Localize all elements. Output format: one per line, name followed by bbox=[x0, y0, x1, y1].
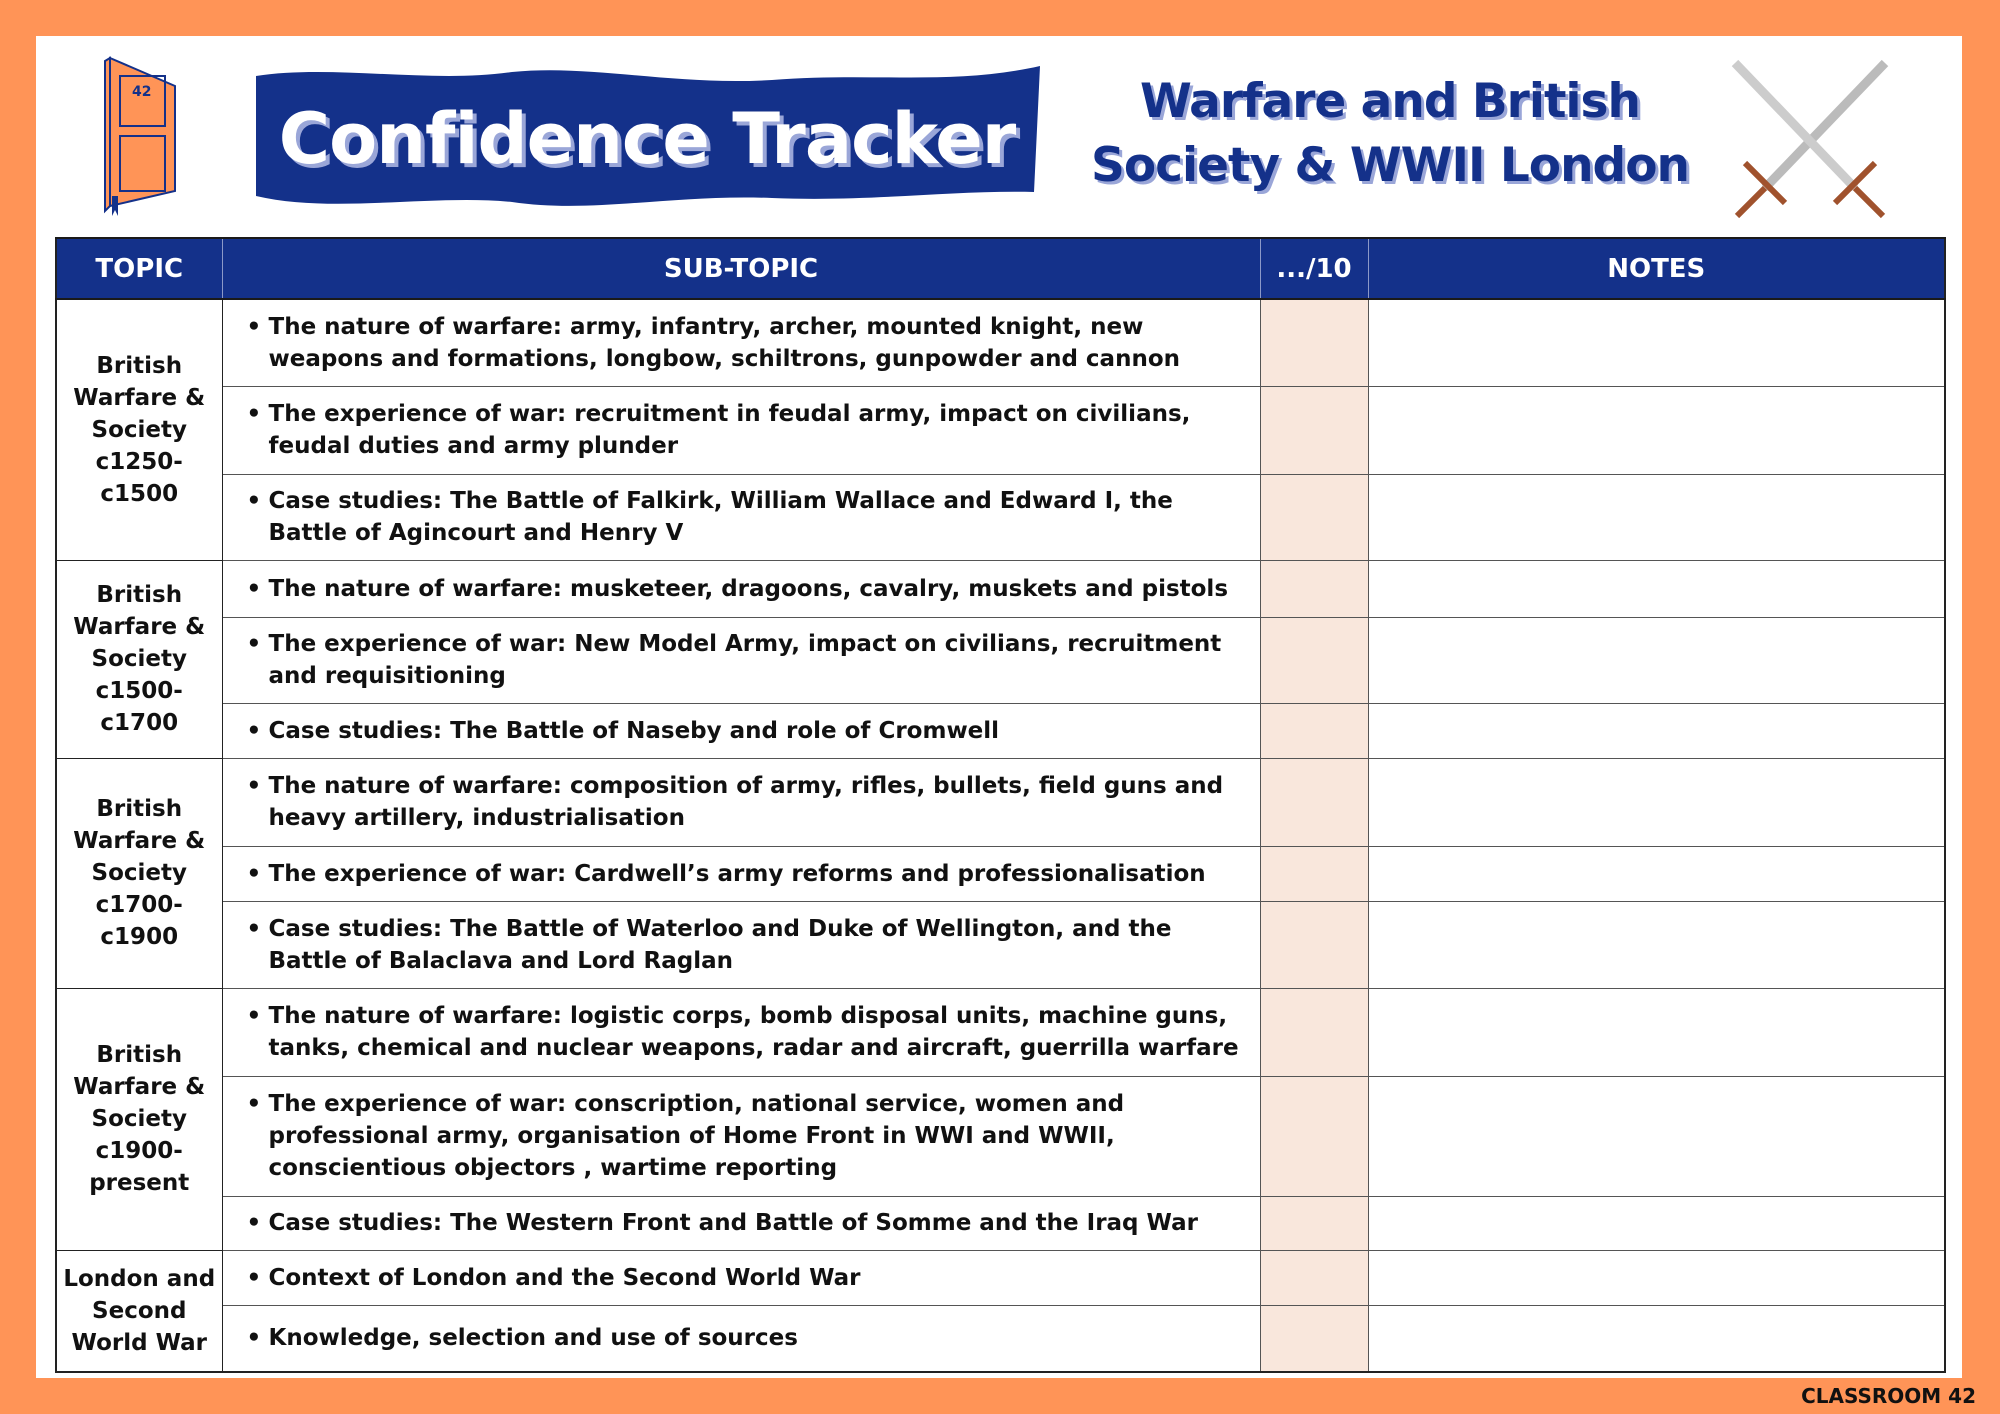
bullet-icon: • bbox=[246, 488, 262, 514]
notes-input-cell[interactable] bbox=[1368, 758, 1945, 846]
subtopic-text: The experience of war: Cardwell’s army reforms and professionalisation bbox=[268, 860, 1206, 887]
score-input-cell[interactable] bbox=[1260, 988, 1368, 1076]
page-subtitle bbox=[1080, 70, 1700, 198]
notes-input-cell[interactable] bbox=[1368, 846, 1945, 901]
table-row bbox=[56, 1305, 1945, 1372]
subtopic-cell bbox=[222, 1250, 1260, 1305]
bullet-icon: • bbox=[246, 313, 262, 340]
notes-input-cell[interactable] bbox=[1368, 988, 1945, 1076]
page-title: Confidence Tracker bbox=[278, 98, 1016, 180]
subtopic-cell bbox=[222, 1196, 1260, 1250]
score-input-cell[interactable] bbox=[1260, 758, 1368, 846]
topic-cell: British Warfare & Society c1250-c1500 bbox=[56, 299, 222, 560]
table-row bbox=[56, 386, 1945, 474]
subtitle-line-2: Society & WWII London bbox=[1091, 138, 1689, 193]
score-input-cell[interactable] bbox=[1260, 1250, 1368, 1305]
table-row bbox=[56, 901, 1945, 988]
bullet-icon: • bbox=[246, 631, 262, 657]
score-input-cell[interactable] bbox=[1260, 901, 1368, 988]
subtopic-text: Case studies: The Battle of Falkirk, William Wallace and Edward I, the Battle of Agincourt and Henry V bbox=[268, 488, 1173, 546]
subtopic-cell bbox=[222, 386, 1260, 474]
bullet-icon: • bbox=[246, 401, 262, 427]
subtopic-cell bbox=[222, 758, 1260, 846]
notes-input-cell[interactable] bbox=[1368, 703, 1945, 758]
subtopic-cell bbox=[222, 474, 1260, 560]
score-input-cell[interactable] bbox=[1260, 1305, 1368, 1372]
score-input-cell[interactable] bbox=[1260, 560, 1368, 617]
subtopic-cell bbox=[222, 901, 1260, 988]
svg-text:42: 42 bbox=[132, 84, 152, 100]
subtopic-text: The nature of warfare: army, infantry, archer, mounted knight, new weapons and formations, longbow, schiltrons, gunpowder and cannon bbox=[268, 313, 1180, 372]
table-row bbox=[56, 1196, 1945, 1250]
subtopic-text: Context of London and the Second World War bbox=[268, 1264, 861, 1291]
column-header-score: .../10 bbox=[1260, 238, 1368, 299]
score-input-cell[interactable] bbox=[1260, 846, 1368, 901]
topic-cell: British Warfare & Society c1900- present bbox=[56, 988, 222, 1250]
subtopic-text: The nature of warfare: composition of army, rifles, bullets, field guns and heavy artillery, industrialisation bbox=[268, 773, 1224, 831]
subtitle-line-1: Warfare and British bbox=[1140, 74, 1640, 129]
bullet-icon: • bbox=[246, 773, 262, 799]
score-input-cell[interactable] bbox=[1260, 474, 1368, 560]
subtopic-text: Case studies: The Battle of Naseby and role of Cromwell bbox=[268, 717, 1000, 744]
subtopic-cell bbox=[222, 1076, 1260, 1196]
subtopic-text: The experience of war: recruitment in feudal army, impact on civilians, feudal duties and army plunder bbox=[268, 401, 1191, 459]
subtopic-cell bbox=[222, 988, 1260, 1076]
score-input-cell[interactable] bbox=[1260, 1196, 1368, 1250]
bullet-icon: • bbox=[246, 915, 262, 942]
notes-input-cell[interactable] bbox=[1368, 1305, 1945, 1372]
subtopic-text: The nature of warfare: logistic corps, bomb disposal units, machine guns, tanks, chemical and nuclear weapons, radar and aircraft, guerrilla warfare bbox=[268, 1003, 1239, 1061]
footer-brand: CLASSROOM 42 bbox=[1801, 1384, 1976, 1408]
subtopic-text: The experience of war: New Model Army, impact on civilians, recruitment and requisitioning bbox=[268, 631, 1222, 689]
subtopic-cell bbox=[222, 846, 1260, 901]
notes-input-cell[interactable] bbox=[1368, 386, 1945, 474]
notes-input-cell[interactable] bbox=[1368, 474, 1945, 560]
bullet-icon: • bbox=[246, 1091, 262, 1117]
subtopic-text: The nature of warfare: musketeer, dragoons, cavalry, muskets and pistols bbox=[268, 575, 1229, 602]
score-input-cell[interactable] bbox=[1260, 703, 1368, 758]
subtopic-text: Case studies: The Battle of Waterloo and Duke of Wellington, and the Battle of Balaclava and Lord Raglan bbox=[268, 915, 1172, 974]
topic-cell: British Warfare & Society c1500-c1700 bbox=[56, 560, 222, 758]
bullet-icon: • bbox=[246, 860, 262, 887]
subtopic-text: Knowledge, selection and use of sources bbox=[268, 1325, 798, 1352]
subtopic-cell bbox=[222, 299, 1260, 386]
bullet-icon: • bbox=[246, 575, 262, 602]
table-row bbox=[56, 758, 1945, 846]
score-input-cell[interactable] bbox=[1260, 1076, 1368, 1196]
subtopic-cell bbox=[222, 1305, 1260, 1372]
bullet-icon: • bbox=[246, 717, 262, 744]
crossed-swords-icon bbox=[1725, 58, 1895, 223]
score-input-cell[interactable] bbox=[1260, 299, 1368, 386]
table-row bbox=[56, 846, 1945, 901]
subtopic-cell bbox=[222, 703, 1260, 758]
topic-cell: London and Second World War bbox=[56, 1250, 222, 1372]
bullet-icon: • bbox=[246, 1325, 262, 1352]
topic-cell: British Warfare & Society c1700- c1900 bbox=[56, 758, 222, 988]
subtopic-cell bbox=[222, 560, 1260, 617]
bullet-icon: • bbox=[246, 1210, 262, 1236]
confidence-table bbox=[55, 237, 1946, 1373]
notes-input-cell[interactable] bbox=[1368, 617, 1945, 703]
subtopic-text: Case studies: The Western Front and Battle of Somme and the Iraq War bbox=[268, 1210, 1198, 1236]
table-row bbox=[56, 617, 1945, 703]
subtopic-text: The experience of war: conscription, national service, women and professional army, organisation of Home Front in WWI and WWII, conscientious objectors , wartime reporting bbox=[268, 1091, 1125, 1181]
notes-input-cell[interactable] bbox=[1368, 299, 1945, 386]
table-row bbox=[56, 474, 1945, 560]
notes-input-cell[interactable] bbox=[1368, 901, 1945, 988]
column-header-notes: NOTES bbox=[1368, 238, 1945, 299]
column-header-topic: TOPIC bbox=[56, 238, 222, 299]
bullet-icon: • bbox=[246, 1264, 262, 1291]
notes-input-cell[interactable] bbox=[1368, 1196, 1945, 1250]
column-header-subtopic: SUB-TOPIC bbox=[222, 238, 1260, 299]
score-input-cell[interactable] bbox=[1260, 617, 1368, 703]
bullet-icon: • bbox=[246, 1003, 262, 1029]
notes-input-cell[interactable] bbox=[1368, 1076, 1945, 1196]
table-row bbox=[56, 560, 1945, 617]
table-row bbox=[56, 299, 1945, 386]
subtopic-cell bbox=[222, 617, 1260, 703]
door-logo-icon bbox=[100, 56, 180, 216]
notes-input-cell[interactable] bbox=[1368, 1250, 1945, 1305]
table-row bbox=[56, 1076, 1945, 1196]
table-row bbox=[56, 1250, 1945, 1305]
table-row bbox=[56, 703, 1945, 758]
table-row bbox=[56, 988, 1945, 1076]
score-input-cell[interactable] bbox=[1260, 386, 1368, 474]
notes-input-cell[interactable] bbox=[1368, 560, 1945, 617]
